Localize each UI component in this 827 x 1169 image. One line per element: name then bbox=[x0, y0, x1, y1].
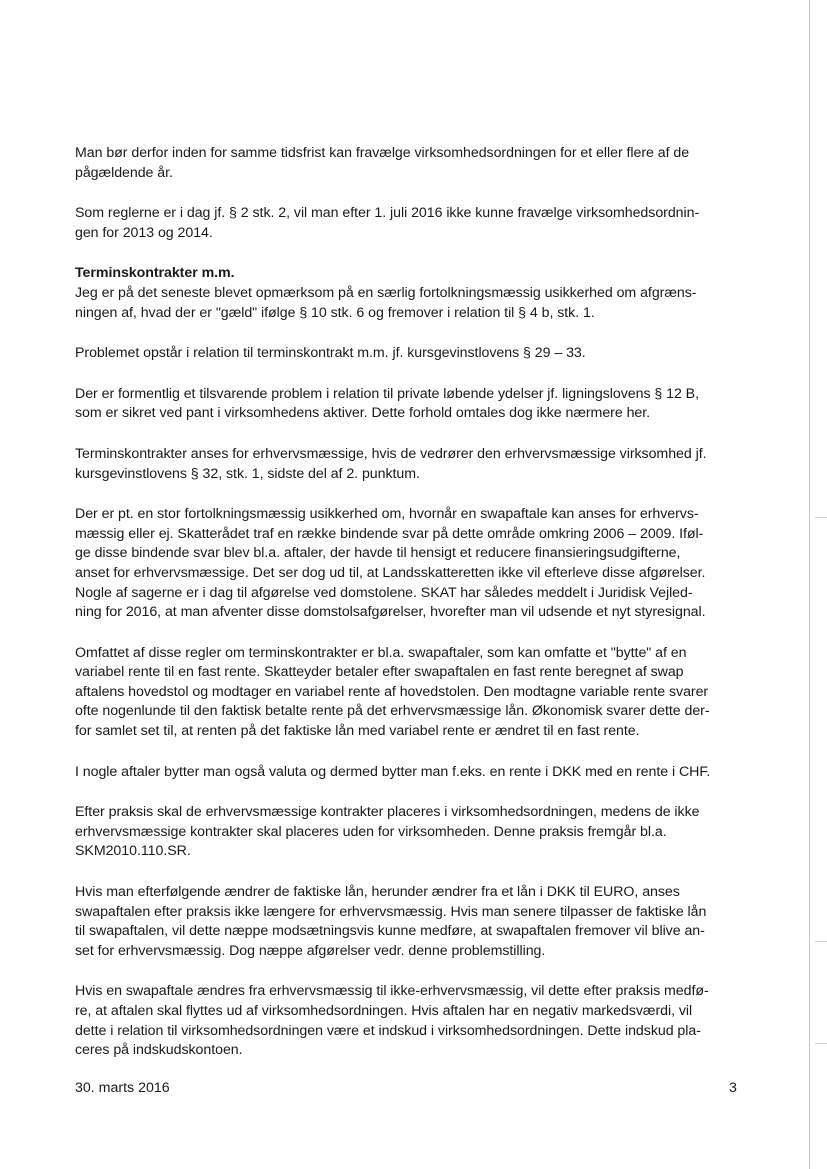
text-line: dette i relation til virksomhedsordningen være et indskud i virksomhedsordningen. Dette indskud pla- bbox=[75, 1022, 701, 1039]
body-paragraph bbox=[75, 644, 775, 742]
text-line: Omfattet af disse regler om terminskontrakter er bl.a. swapaftaler, som kan omfatte et "bytte" af en bbox=[75, 644, 687, 661]
text-line: Der er formentlig et tilsvarende problem i relation til private løbende ydelser jf. ligningslovens § 12 B, bbox=[75, 385, 699, 402]
text-line: Hvis en swapaftale ændres fra erhvervsmæssig til ikke-erhvervsmæssig, vil dette efter praksis medfø- bbox=[75, 983, 709, 1000]
text-line: Nogle af sagerne er i dag til afgørelse ved domstolene. SKAT har således meddelt i Juridisk Vejled- bbox=[75, 584, 693, 601]
text-line: Man bør derfor inden for samme tidsfrist kan fravælge virksomhedsordningen for et eller flere af de bbox=[75, 145, 690, 161]
text-line: ning for 2016, at man afventer disse domstolsafgørelser, hvorefter man vil udsende et nyt styresignal. bbox=[75, 604, 706, 621]
margin-tick-mark bbox=[815, 517, 827, 518]
text-line: gen for 2013 og 2014. bbox=[75, 224, 213, 241]
body-paragraph bbox=[75, 883, 775, 961]
text-line: erhvervsmæssige kontrakter skal placeres uden for virksomheden. Denne praksis fremgår bl.a. bbox=[75, 823, 667, 840]
text-line: ningen af, hvad der er "gæld" ifølge § 10 stk. 6 og fremover i relation til § 4 b, stk. 1. bbox=[75, 304, 595, 321]
body-paragraph bbox=[75, 505, 775, 623]
document-body bbox=[75, 144, 775, 1082]
body-paragraph bbox=[75, 445, 775, 484]
text-line: Som reglerne er i dag jf. § 2 stk. 2, vil man efter 1. juli 2016 ikke kunne fravælge virksomhedsordnin- bbox=[75, 205, 700, 222]
text-line: I nogle aftaler bytter man også valuta og dermed bytter man f.eks. en rente i DKK med en rente i CHF. bbox=[75, 763, 711, 780]
text-line: pågældende år. bbox=[75, 164, 173, 181]
text-line: ge disse bindende svar blev bl.a. aftaler, der havde til hensigt et reducere finansieringsudgifterne, bbox=[75, 545, 681, 562]
body-paragraph bbox=[75, 982, 775, 1060]
body-paragraph bbox=[75, 803, 775, 862]
section-heading: Terminskontrakter m.m. bbox=[75, 265, 235, 282]
text-line: anset for erhvervsmæssige. Det ser dog ud til, at Landsskatteretten ikke vil efterleve disse afgørelser. bbox=[75, 564, 706, 581]
margin-tick-mark bbox=[815, 941, 827, 942]
text-line: Hvis man efterfølgende ændrer de faktiske lån, herunder ændrer fra et lån i DKK til EURO, anses bbox=[75, 884, 680, 901]
text-line: Der er pt. en stor fortolkningsmæssig usikkerhed om, hvornår en swapaftale kan anses for erhvervs- bbox=[75, 506, 699, 523]
text-line: ofte nogenlunde til den faktisk betalte rente på det erhvervsmæssige lån. Økonomisk svarer dette der- bbox=[75, 703, 710, 720]
page-number: 3 bbox=[729, 1080, 737, 1096]
text-line: set for erhvervsmæssig. Dog næppe afgørelser vedr. denne problemstilling. bbox=[75, 942, 546, 959]
text-line: til swapaftalen, vil dette næppe modsætningsvis kunne medføre, at swapaftalen fremover vil blive an- bbox=[75, 923, 705, 940]
text-line: ceres på indskudskontoen. bbox=[75, 1042, 243, 1059]
text-line: variabel rente til en fast rente. Skatteyder betaler efter swapaftalen en fast rente beregnet af swap bbox=[75, 664, 684, 681]
text-line: mæssig eller ej. Skatterådet traf en række bindende svar på dette område omkring 2006 – 2009. Iføl- bbox=[75, 525, 704, 542]
footer-date: 30. marts 2016 bbox=[75, 1080, 170, 1096]
body-paragraph bbox=[75, 204, 775, 243]
text-line: Efter praksis skal de erhvervsmæssige kontrakter placeres i virksomhedsordningen, medens de ikke bbox=[75, 804, 700, 821]
margin-tick-mark bbox=[815, 1043, 827, 1044]
text-line: swapaftalen efter praksis ikke længere for erhvervsmæssig. Hvis man senere tilpasser de faktiske lån bbox=[75, 903, 707, 920]
body-paragraph bbox=[75, 344, 775, 364]
body-paragraph bbox=[75, 763, 775, 783]
text-line: aftalens hovedstol og modtager en variabel rente af hovedstolen. Den modtagne variable rente svarer bbox=[75, 683, 709, 700]
text-line: SKM2010.110.SR. bbox=[75, 843, 191, 860]
section-paragraph bbox=[75, 264, 775, 323]
body-paragraph bbox=[75, 385, 775, 424]
text-line: for samlet set til, at renten på det faktiske lån med variabel rente er ændret til en fast rente. bbox=[75, 723, 640, 740]
body-paragraph bbox=[75, 144, 775, 183]
text-line: re, at aftalen skal flyttes ud af virksomhedsordningen. Hvis aftalen har en negativ markedsværdi, vil bbox=[75, 1003, 693, 1019]
text-line: kursgevinstlovens § 32, stk. 1, sidste del af 2. punktum. bbox=[75, 465, 420, 482]
text-line: Terminskontrakter anses for erhvervsmæssige, hvis de vedrører den erhvervsmæssige virksomhed jf. bbox=[75, 445, 707, 462]
text-line: Jeg er på det seneste blevet opmærksom på en særlig fortolkningsmæssig usikkerhed om afgræns- bbox=[75, 284, 697, 301]
text-line: som er sikret ved pant i virksomhedens aktiver. Dette forhold omtales dog ikke nærmere her. bbox=[75, 405, 651, 422]
scan-edge-line bbox=[809, 0, 810, 1169]
text-line: Problemet opstår i relation til terminskontrakt m.m. jf. kursgevinstlovens § 29 – 33. bbox=[75, 345, 586, 362]
